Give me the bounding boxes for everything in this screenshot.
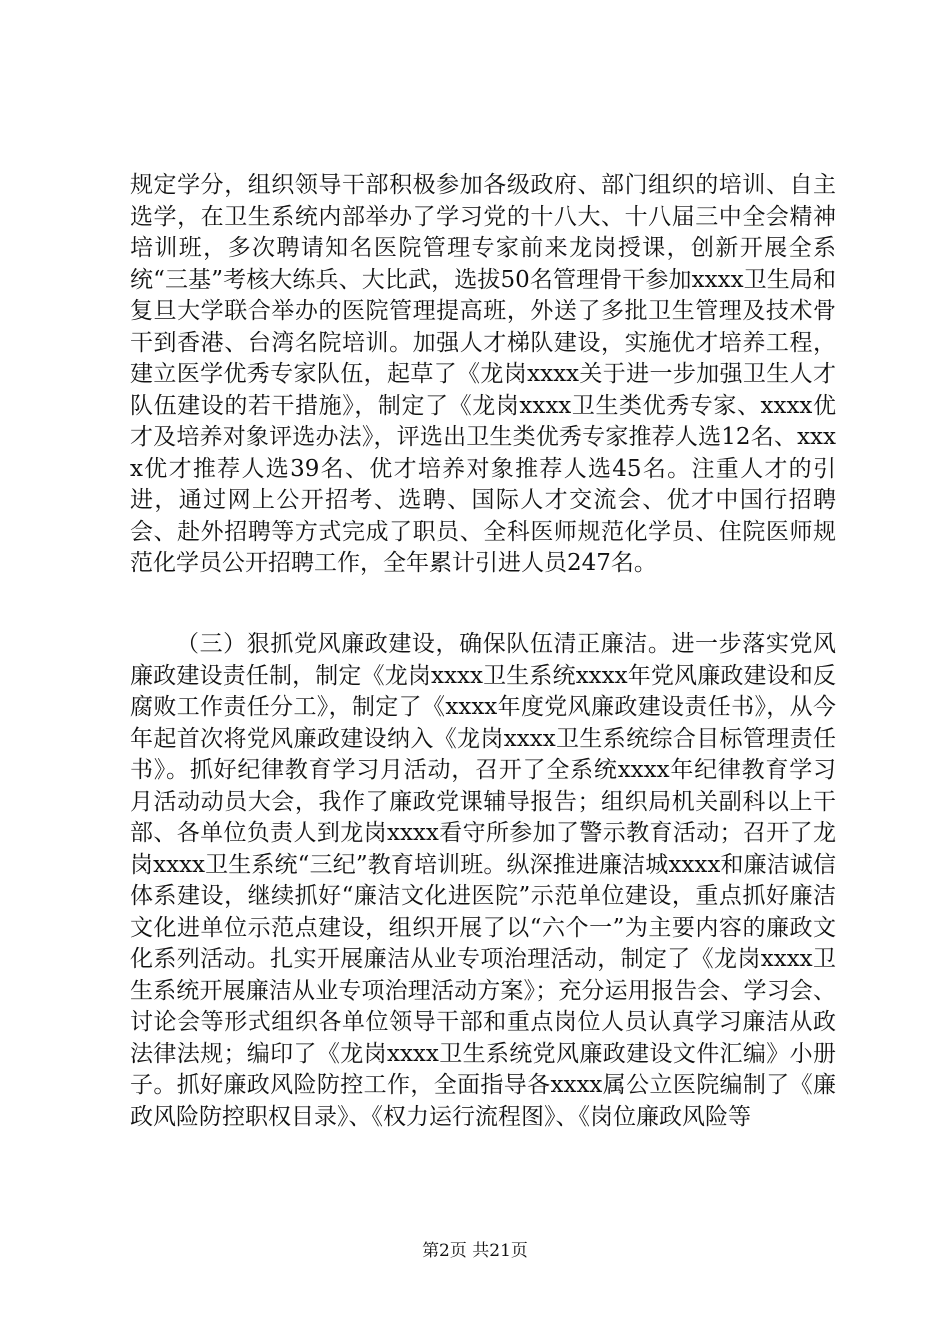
body-paragraph-2: （三）狠抓党风廉政建设，确保队伍清正廉洁。进一步落实党风廉政建设责任制，制定《龙岗xxxx卫生系统xxxx年党风廉政建设和反腐败工作责任分工》，制定了《xxxx年度党风廉政建设责任书》，从今年起首次将党风廉政建设纳入《龙岗xxxx卫生系统综合目标管理责任书》。抓好纪律教育学习月活动，召开了全系统xxxx年纪律教育学习月活动动员大会，我作了廉政党课辅导报告；组织局机关副科以上干部、各单位负责人到龙岗xxxx看守所参加了警示教育活动；召开了龙岗xxxx卫生系统“三纪”教育培训班。纵深推进廉洁城xxxx和廉洁诚信体系建设，继续抓好“廉洁文化进医院”示范单位建设，重点抓好廉洁文化进单位示范点建设，组织开展了以“六个一”为主要内容的廉政文化系列活动。扎实开展廉洁从业专项治理活动，制定了《龙岗xxxx卫生系统开展廉洁从业专项治理活动方案》；充分运用报告会、学习会、讨论会等形式组织各单位领导干部和重点岗位人员认真学习廉洁从政法律法规；编印了《龙岗xxxx卫生系统党风廉政建设文件汇编》小册子。抓好廉政风险防控工作，全面指导各xxxx属公立医院编制了《廉政风险防控职权目录》、《权力运行流程图》、《岗位廉政风险等: [130, 631, 836, 1130]
body-paragraph-1: 规定学分，组织领导干部积极参加各级政府、部门组织的培训、自主选学，在卫生系统内部举办了学习党的十八大、十八届三中全会精神培训班，多次聘请知名医院管理专家前来龙岗授课，创新开展全系统“三基”考核大练兵、大比武，选拔50名管理骨干参加xxxx卫生局和复旦大学联合举办的医院管理提高班，外送了多批卫生管理及技术骨干到香港、台湾名院培训。加强人才梯队建设，实施优才培养工程，建立医学优秀专家队伍，起草了《龙岗xxxx关于进一步加强卫生人才队伍建设的若干措施》，制定了《龙岗xxxx卫生类优秀专家、xxxx优才及培养对象评选办法》，评选出卫生类优秀专家推荐人选12名、xxxx优才推荐人选39名、优才培养对象推荐人选45名。注重人才的引进，通过网上公开招考、选聘、国际人才交流会、优才中国行招聘会、赴外招聘等方式完成了职员、全科医师规范化学员、住院医师规范化学员公开招聘工作，全年累计引进人员247名。: [130, 172, 836, 576]
page-footer: 第2页 共21页: [422, 1241, 528, 1261]
